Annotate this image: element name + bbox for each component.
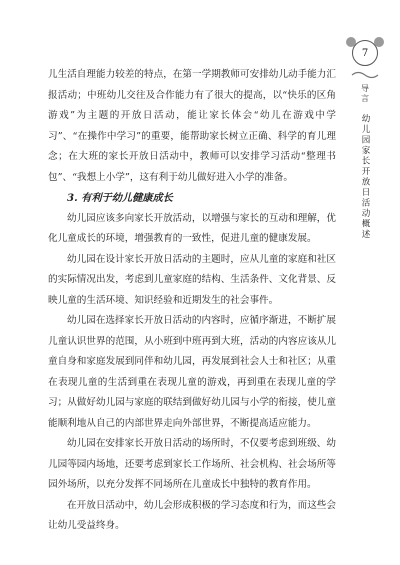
side-section-label: 导言 bbox=[360, 84, 370, 104]
paragraph: 幼儿园在选择家长开放日活动的内容时，应循序渐进，不断扩展儿童认识世界的范围，从小班到中班再到大班，活动的内容应该从儿童自身和家庭发展到同伴和幼儿园，再发展到社会人士和社区；从重在表现儿童的生活到重在表现儿童的游戏，再到重在表现儿童的学习；从做好幼儿园与家庭的联结到做好幼儿园与小学的衔接，使儿童能顺利地从自己的内部世界走向外部世界，不断提高适应能力。 bbox=[48, 315, 336, 429]
page-number-badge bbox=[352, 40, 378, 66]
paragraph: 幼儿园在安排家长开放日活动的场所时，不仅要考虑到班级、幼儿园等园内场地，还要考虑到家长工作场所、社会机构、社会场所等园外场所，以充分发挥不同场所在儿童成长中独特的教育作用。 bbox=[48, 438, 336, 490]
paragraph: 在开放日活动中，幼儿会形成积极的学习态度和行为，而这些会让幼儿受益终身。 bbox=[48, 499, 336, 531]
page-number: 7 bbox=[356, 44, 374, 62]
side-chapter-title: 幼儿园家长开放日活动概述 bbox=[360, 114, 370, 240]
side-margin bbox=[344, 40, 386, 240]
paragraph-continued: 儿生活自理能力较差的特点，在第一学期教师可安排幼儿动手能力汇报活动；中班幼儿交往及合作能力有了很大的提高，以“快乐的区角游戏”为主题的开放日活动，能让家长体会“幼儿在游戏中学习”、“在操作中学习”的重要，能帮助家长树立正确、科学的育儿理念；在大班的家长开放日活动中，教师可以安排学习活动“整理书包”、“我想上小学”，这有利于幼儿做好进入小学的准备。 bbox=[48, 69, 336, 183]
page-body bbox=[48, 65, 336, 537]
section-heading: 3. 有利于幼儿健康成长 bbox=[67, 192, 173, 204]
paragraph: 幼儿园应该多向家长开放活动，以增强与家长的互动和理解，优化儿童成长的环境，增强教育的一致性，促进儿童的健康发展。 bbox=[48, 212, 336, 244]
paragraph: 幼儿园在设计家长开放日活动的主题时，应从儿童的家庭和社区的实际情况出发，考虑到儿童家庭的结构、生活条件、文化背景、反映儿童的生活环境、知识经验和近期发生的社会事件。 bbox=[48, 253, 336, 306]
ornament-icon bbox=[350, 70, 380, 80]
